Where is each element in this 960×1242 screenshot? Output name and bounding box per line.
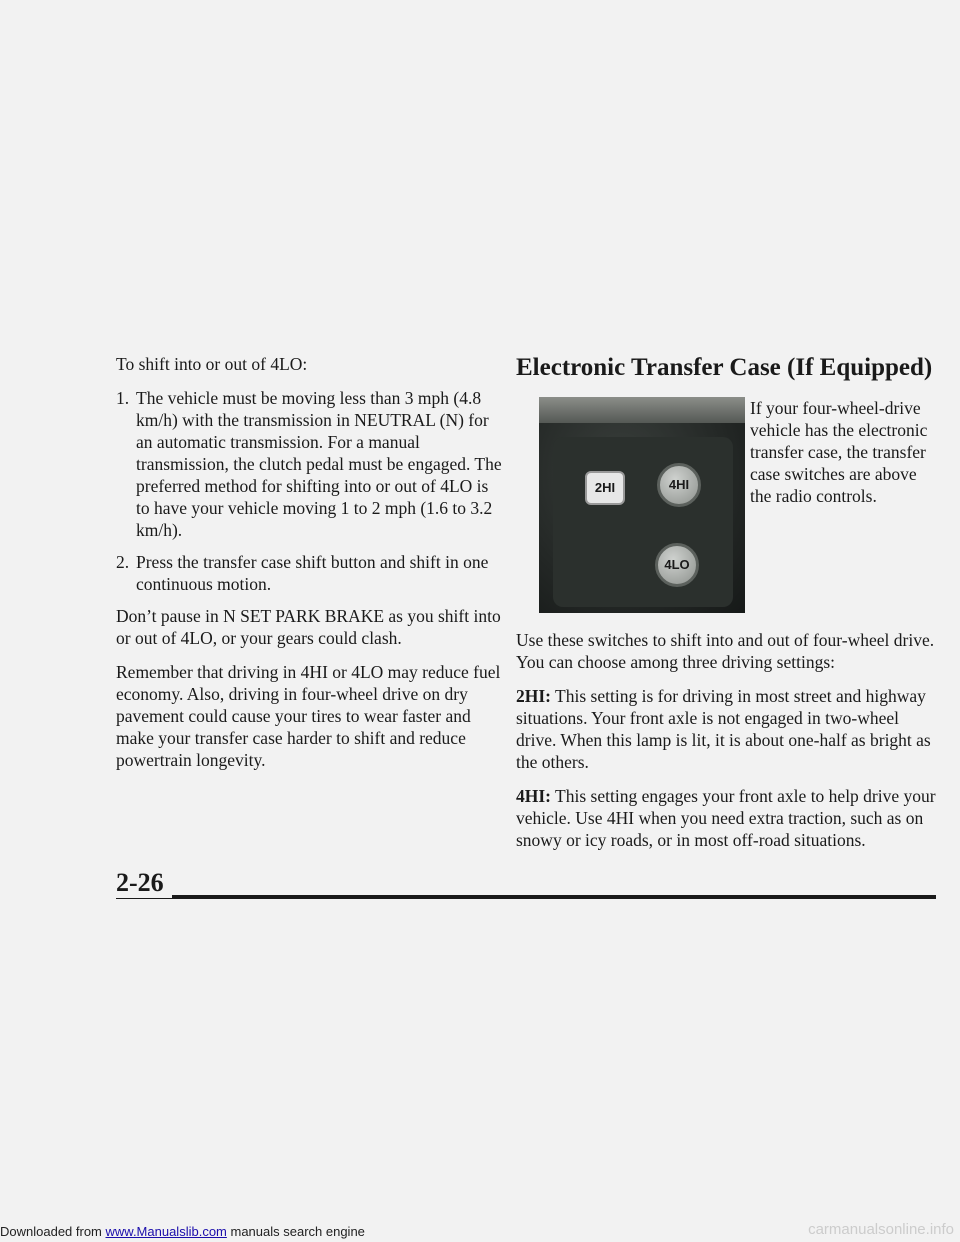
- fuel-paragraph: Remember that driving in 4HI or 4LO may reduce fuel economy. Also, driving in four-wheel drive on dry pavement could cause your tires to wear faster and make your transfer case harder to shift and reduce powertrain longevity.: [116, 662, 501, 770]
- setting-4hi: [516, 785, 936, 851]
- page-number: 2-26: [116, 868, 172, 898]
- footer-rule: [116, 895, 936, 899]
- step-item: [116, 551, 502, 595]
- step-item: [116, 387, 502, 541]
- banner-prefix: Downloaded from: [0, 1224, 106, 1239]
- setting-4hi-label: 4HI:: [516, 786, 551, 806]
- setting-4hi-text: This setting engages your front axle to help drive your vehicle. Use 4HI when you need extra traction, such as on snowy or icy roads, or in most off-road situations.: [516, 786, 936, 850]
- step-number: 1.: [116, 388, 130, 408]
- shift-steps: [116, 387, 502, 595]
- switches-paragraph: Use these switches to shift into and out of four-wheel drive. You can choose among three driving settings:: [516, 630, 935, 672]
- switch-4lo-icon: 4LO: [655, 543, 699, 587]
- right-column: [516, 353, 936, 863]
- setting-2hi-label: 2HI:: [516, 686, 551, 706]
- watermark: carmanualsonline.info: [808, 1221, 954, 1238]
- dash-trim: [539, 397, 745, 423]
- shift-intro: To shift into or out of 4LO:: [116, 354, 308, 374]
- step-text: The vehicle must be moving less than 3 mph (4.8 km/h) with the transmission in NEUTRAL (N) for an automatic transmission. For a manual transmission, the clutch pedal must be engaged. The preferred method for shifting into or out of 4LO is to have your vehicle moving 1 to 2 mph (1.6 to 3.2 km/h).: [136, 388, 502, 540]
- step-text: Press the transfer case shift button and shift in one continuous motion.: [136, 552, 489, 594]
- warning-paragraph: Don’t pause in N SET PARK BRAKE as you shift into or out of 4LO, or your gears could clash.: [116, 606, 501, 648]
- figure-row: [516, 397, 936, 615]
- section-heading: Electronic Transfer Case (If Equipped): [516, 354, 933, 381]
- left-column: [116, 353, 502, 783]
- switch-4hi-icon: 4HI: [657, 463, 701, 507]
- step-number: 2.: [116, 552, 130, 572]
- transfer-case-switch-photo: [539, 397, 745, 613]
- setting-2hi: [516, 685, 936, 773]
- switch-2hi-icon: 2HI: [585, 471, 625, 505]
- manualslib-link[interactable]: www.Manualslib.com: [105, 1224, 227, 1239]
- figure-caption: If your four-wheel-drive vehicle has the electronic transfer case, the transfer case switches are above the radio controls.: [750, 398, 928, 506]
- setting-2hi-text: This setting is for driving in most street and highway situations. Your front axle is not engaged in two-wheel drive. When this lamp is lit, it is about one-half as bright as the others.: [516, 686, 931, 772]
- switch-plate: [553, 437, 733, 607]
- download-banner: [0, 1224, 365, 1239]
- banner-suffix: manuals search engine: [226, 1224, 365, 1239]
